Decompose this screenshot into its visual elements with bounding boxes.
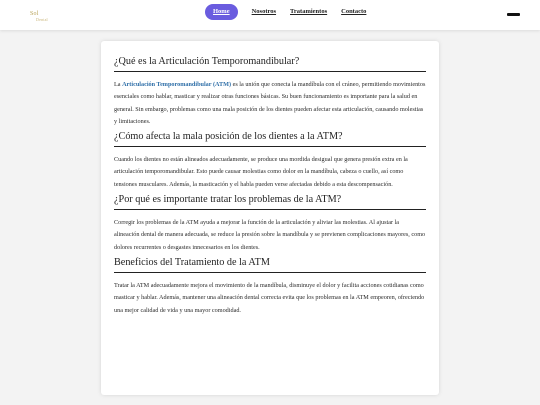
logo[interactable] xyxy=(30,7,68,25)
section-title-que-es: ¿Qué es la Articulación Temporomandibular? xyxy=(114,55,426,72)
atm-highlight-text: Articulación Temporomandibular (ATM) xyxy=(122,81,232,88)
logo-main-text: Sol xyxy=(30,10,39,17)
section-text-body: es la unión que conecta la mandíbula con el cráneo, permitiendo movimientos esenciales como hablar, masticar y realizar otras funciones básicas. Su buen funcionamiento es importante para la salud en general. Sin embargo, problemas como una mala posición de los dientes pueden afectar esta articulación, causando molestias y limitaciones. xyxy=(114,81,426,125)
nav-link-tratamientos[interactable]: Tratamientos xyxy=(290,8,328,15)
section-text-por-que: Corregir los problemas de la ATM ayuda a mejorar la función de la articulación y aliviar las molestias. Al ajustar la alineación dental de manera adecuada, se reduce la presión sobre la mandíbula y se previenen complicaciones mayores, como dolores recurrentes o desgastes innecesarios en los dientes. xyxy=(114,219,426,251)
nav-link-nosotros[interactable]: Nosotros xyxy=(251,8,277,15)
section-text-prefix: La xyxy=(114,81,123,88)
section-text-beneficios: Tratar la ATM adecuadamente mejora el movimiento de la mandíbula, disminuye el dolor y facilita acciones cotidianas como masticar y hablar. Además, mantener una alineación dental correcta evita que los problemas en la ATM empeoren, ofreciendo una mejor calidad de vida y una mayor comodidad. xyxy=(114,281,425,314)
section-title-por-que: ¿Por qué es importante tratar los problemas de la ATM? xyxy=(114,193,426,210)
section-text-que-es xyxy=(114,79,426,128)
hamburger-icon[interactable] xyxy=(507,13,520,16)
nav-link-home[interactable]: Home xyxy=(205,4,238,20)
nav-link-contacto[interactable]: Contacto xyxy=(341,8,367,15)
section-text-como-afecta: Cuando los dientes no están alineados adecuadamente, se produce una mordida desigual que genera presión extra en la articulación temporomandibular. Esto puede causar molestias como dolor en la mandíbula, cabeza o cuello, así como tensiones musculares. Además, la masticación y el habla pueden verse afectadas debido a esta descompensación. xyxy=(114,156,408,188)
logo-sub-text: Dental xyxy=(36,16,48,22)
main-nav xyxy=(205,4,380,20)
section-title-como-afecta: ¿Cómo afecta la mala posición de los dientes a la ATM? xyxy=(114,130,426,147)
section-title-beneficios: Beneficios del Tratamiento de la ATM xyxy=(114,256,426,273)
content-card xyxy=(101,41,439,395)
top-navbar xyxy=(0,0,540,30)
